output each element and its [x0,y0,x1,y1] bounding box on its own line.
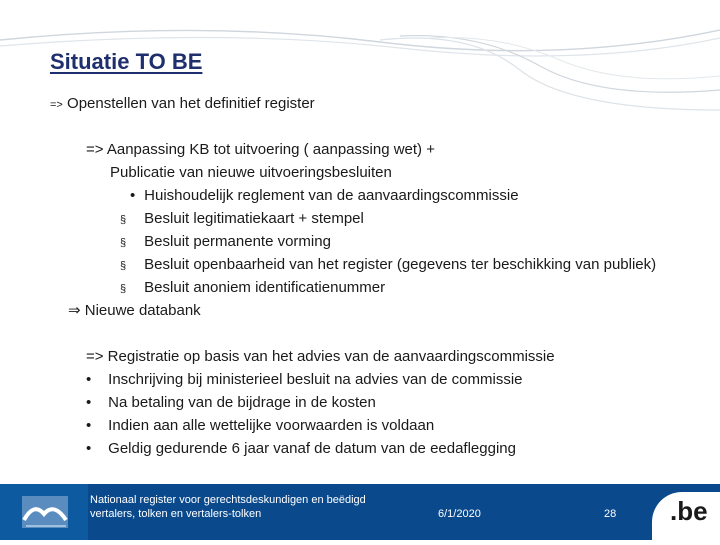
block1-intro-continued: Publicatie van nieuwe uitvoeringsbesluiten [110,164,392,181]
block2-intro: => Registratie op basis van het advies van de aanvaardingscommissie [86,348,555,365]
bullet-square-icon: § [120,237,127,249]
bullet-dot-icon: • [86,417,92,434]
footer-date: 6/1/2020 [438,508,481,520]
footer-organization: Nationaal register voor gerechtsdeskundigen en beëdigd vertalers, tolken en vertalers-tolken [90,494,366,520]
block1-item: § Besluit permanente vorming [120,233,331,250]
bullet-square-icon: § [120,214,127,226]
bullet-square-icon: § [120,283,127,295]
be-logo: .be [670,496,708,526]
slide-title: Situatie TO BE [50,49,203,74]
databank-text: Nieuwe databank [84,302,201,319]
arrow-marker: => [50,99,63,111]
bullet-dot-icon: • [130,187,136,204]
bullet-square-icon: § [120,260,127,272]
page-number: 28 [604,508,617,520]
databank-line [68,302,201,320]
open-register-line [50,95,315,114]
block2-item: • Geldig gedurende 6 jaar vanaf de datum van de eedaflegging [86,440,516,457]
block1-intro: => Aanpassing KB tot uitvoering ( aanpassing wet) + [86,141,435,158]
bullet-dot-icon: • [86,440,92,457]
open-register-text: Openstellen van het definitief register [67,95,315,112]
block2-item: • Inschrijving bij ministerieel besluit na advies van de commissie [86,371,523,388]
organization-logo [0,484,88,540]
block1-item: § Besluit openbaarheid van het register (gegevens ter beschikking van publiek) [120,256,657,273]
block1-item: § Besluit legitimatiekaart + stempel [120,210,364,227]
block2-item: • Na betaling van de bijdrage in de kosten [86,394,376,411]
bullet-dot-icon: • [86,394,92,411]
bird-logo-icon [0,484,88,540]
bullet-dot-icon: • [86,371,92,388]
block1-item: § Besluit anoniem identificatienummer [120,279,386,296]
block2-item: • Indien aan alle wettelijke voorwaarden is voldaan [86,417,435,434]
block1-item: • Huishoudelijk reglement van de aanvaardingscommissie [130,187,519,204]
implies-arrow-icon: ⇒ [68,302,81,319]
